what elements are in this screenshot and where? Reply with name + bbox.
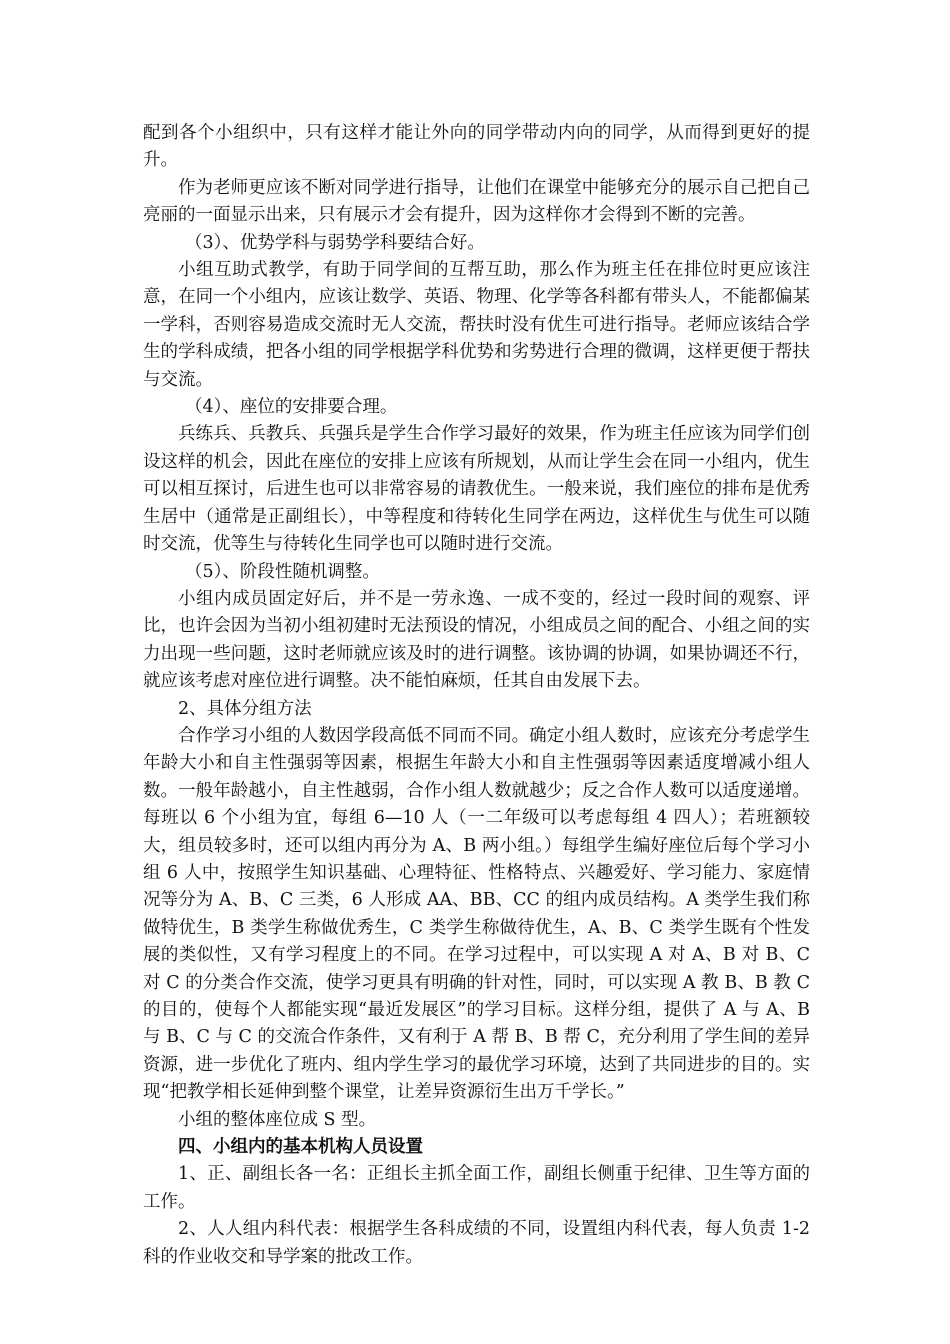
subheading-5: （5）、阶段性随机调整。 [185, 561, 380, 582]
paragraph-adjustment: 小组内成员固定好后，并不是一劳永逸、一成不变的，经过一段时间的观察、评比，也许会因为当初小组初建时无法预设的情况，小组成员之间的配合、小组之间的实力出现一些问题，这时老师就应该及时的进行调整。该协调的协调，如果协调还不行，就应该考虑对座位进行调整。决不能怕麻烦，任其自由发展下去。 [143, 588, 810, 692]
paragraph-subject-balance: 小组互助式教学，有助于同学间的互帮互助，那么作为班主任在排位时更应该注意，在同一个小组内，应该让数学、英语、物理、化学等各科都有带头人，不能都偏某一学科，否则容易造成交流时无人交流，帮扶时没有优生可进行指导。老师应该结合学生的学科成绩，把各小组的同学根据学科优势和劣势进行合理的微调，这样更便于帮扶与交流。 [143, 260, 810, 390]
paragraph-teacher-guidance: 作为老师更应该不断对同学进行指导，让他们在课堂中能够充分的展示自己把自己亮丽的一面显示出来，只有展示才会有提升，因为这样你才会得到不断的完善。 [143, 177, 810, 226]
paragraph-group-leaders: 1、正、副组长各一名：正组长主抓全面工作，副组长侧重于纪律、卫生等方面的工作。 [143, 1164, 810, 1212]
subheading-grouping-method: 2、具体分组方法 [178, 698, 312, 719]
paragraph-seating: 兵练兵、兵教兵、兵强兵是学生合作学习最好的效果，作为班主任应该为同学们创设这样的机会，因此在座位的安排上应该有所规划，从而让学生会在同一小组内，优生可以相互探讨，后进生也可以非常容易的请教优生。一般来说，我们座位的排布是优秀生居中（通常是正副组长），中等程度和待转化生同学在两边，这样优生与优生可以随时交流，优等生与待转化生同学也可以随时进行交流。 [143, 424, 810, 555]
paragraph-continuation: 配到各个小组织中，只有这样才能让外向的同学带动内向的同学，从而得到更好的提升。 [143, 123, 810, 171]
document-page [143, 120, 810, 1271]
paragraph-grouping-method: 合作学习小组的人数因学段高低不同而不同。确定小组人数时，应该充分考虑学生年龄大小和自主性强弱等因素，根据生年龄大小和自主性强弱等因素适度增减小组人数。一般年龄越小，自主性越弱，合作小组人数就越少；反之合作人数可以适度递增。每班以 6 个小组为宜，每组 6—10 人（一二年级可以考虑每组 4 四人）；若班额较大，组员较多时，还可以组内再分为 A、B 两小组。）每组学生编好座位后每个学习小组 6 人中，按照学生知识基础、心理特征、性格特点、兴趣爱好、学习能力、家庭情况等分为 A、B、C 三类，6 人形成 AA、BB、CC 的组内成员结构。A 类学生我们称做特优生，B 类学生称做优秀生，C 类学生称做待优生，A、B、C 类学生既有个性发展的类似性，又有学习程度上的不同。在学习过程中，可以实现 A 对 A、B 对 B、C 对 C 的分类合作交流，使学习更具有明确的针对性，同时，可以实现 A 教 B、B 教 C 的目的，使每个人都能实现“最近发展区”的学习目标。这样分组，提供了 A 与 A、B 与 B、C 与 C 的交流合作条件，又有利于 A 帮 B、B 帮 C，充分利用了学生间的差异资源，进一步优化了班内、组内学生学习的最优学习环境，达到了共同进步的目的。实现“把教学相长延伸到整个课堂，让差异资源衍生出万千学长。” [143, 725, 810, 1103]
paragraph-s-layout: 小组的整体座位成 S 型。 [178, 1109, 377, 1130]
subheading-3: （3）、优势学科与弱势学科要结合好。 [185, 232, 485, 253]
paragraph-subject-reps: 2、人人组内科代表：根据学生各科成绩的不同，设置组内科代表，每人负责 1-2 科的作业收交和导学案的批改工作。 [143, 1219, 810, 1267]
subheading-4: （4）、座位的安排要合理。 [185, 397, 398, 418]
section-heading-four: 四、小组内的基本机构人员设置 [178, 1137, 423, 1158]
